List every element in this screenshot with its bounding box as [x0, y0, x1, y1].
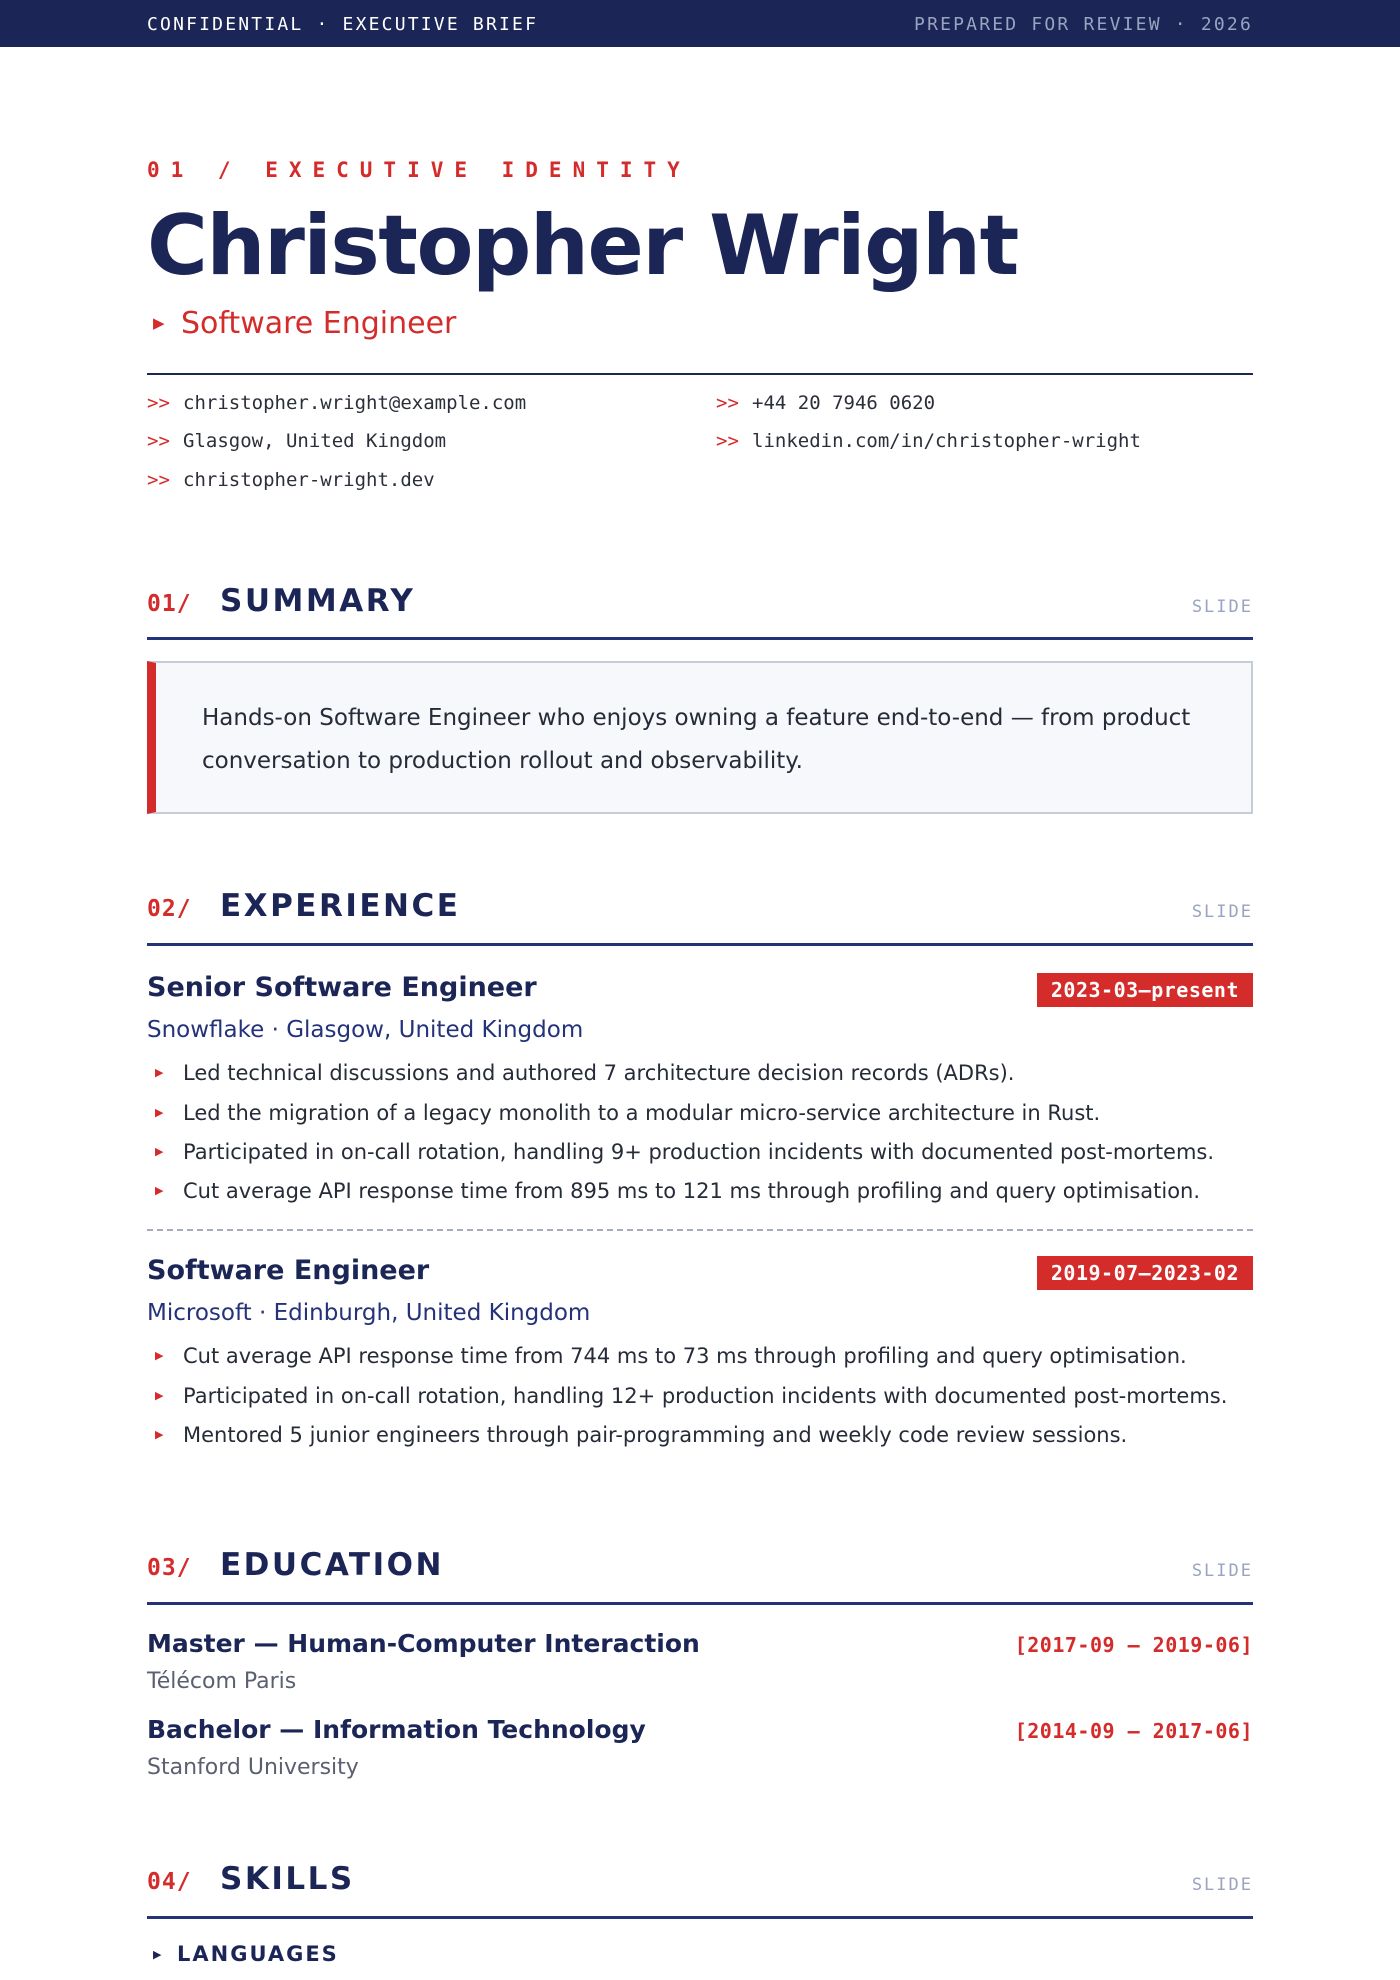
section-rule: [147, 637, 1253, 640]
degree-title: Bachelor — Information Technology: [147, 1715, 646, 1744]
job-bullet: ▶ Cut average API response time from 895 ms to 121 ms through profiling and query optimisation.: [155, 1179, 1201, 1203]
triangle-icon: ▶: [153, 314, 165, 332]
degree-dates: [2014-09 – 2017-06]: [1014, 1719, 1253, 1743]
section-title: SUMMARY: [220, 583, 416, 619]
section-header-education: [147, 1547, 1253, 1607]
section-tag: SLIDE: [1191, 1875, 1253, 1895]
banner-left-text: CONFIDENTIAL · EXECUTIVE BRIEF: [147, 14, 539, 35]
top-banner: [0, 0, 1400, 47]
section-rule: [147, 1602, 1253, 1605]
arrow-icon: >>: [147, 430, 170, 452]
education-entry: [147, 1629, 1253, 1709]
entry-divider: [147, 1229, 1253, 1231]
job-bullet: ▶ Participated in on-call rotation, handling 9+ production incidents with documented post-mortems.: [155, 1140, 1215, 1164]
degree-dates: [2017-09 – 2019-06]: [1014, 1633, 1253, 1657]
phone-text: +44 20 7946 0620: [752, 392, 936, 414]
job-bullet: ▶ Led the migration of a legacy monolith to a modular micro-service architecture in Rust.: [155, 1101, 1101, 1125]
education-entry: [147, 1715, 1253, 1795]
job-title: Software Engineer: [147, 1255, 430, 1286]
identity-divider: [147, 373, 1253, 375]
website-text: christopher-wright.dev: [183, 469, 435, 491]
email-text: christopher.wright@example.com: [183, 392, 527, 414]
skill-category: [147, 1942, 1253, 1976]
school-name: Télécom Paris: [147, 1669, 297, 1694]
degree-title: Master — Human-Computer Interaction: [147, 1629, 700, 1658]
candidate-role: [147, 306, 1253, 341]
arrow-icon: >>: [147, 469, 170, 491]
experience-entry: [147, 1255, 1253, 1455]
section-number: 01/: [147, 591, 192, 617]
section-rule: [147, 943, 1253, 946]
identity-kicker: 01 / EXECUTIVE IDENTITY: [147, 158, 691, 182]
section-tag: SLIDE: [1191, 597, 1253, 617]
section-title: SKILLS: [220, 1861, 355, 1897]
section-number: 03/: [147, 1555, 192, 1581]
section-header-summary: [147, 583, 1253, 643]
bullet-icon: ▶: [155, 1184, 164, 1197]
section-title: EXPERIENCE: [220, 888, 461, 924]
contact-location: [147, 430, 446, 452]
summary-text: Hands-on Software Engineer who enjoys owning a feature end-to-end — from product conversation to production rollout and observability.: [202, 705, 1191, 774]
school-name: Stanford University: [147, 1755, 359, 1780]
banner-right-text: PREPARED FOR REVIEW · 2026: [914, 14, 1253, 35]
arrow-icon: >>: [716, 430, 739, 452]
dashed-line: [147, 1229, 1253, 1231]
arrow-icon: >>: [716, 392, 739, 414]
linkedin-text: linkedin.com/in/christopher-wright: [752, 430, 1141, 452]
job-bullet: ▶ Cut average API response time from 744 ms to 73 ms through profiling and query optimisation.: [155, 1344, 1187, 1368]
bullet-icon: ▶: [155, 1389, 164, 1402]
job-organization: Microsoft · Edinburgh, United Kingdom: [147, 1300, 591, 1326]
arrow-icon: >>: [147, 392, 170, 414]
contact-phone[interactable]: [716, 392, 935, 414]
triangle-icon: ▶: [153, 1948, 164, 1961]
bullet-icon: ▶: [155, 1428, 164, 1441]
bullet-icon: ▶: [155, 1106, 164, 1119]
section-title: EDUCATION: [220, 1547, 444, 1583]
job-date-badge: 2023-03–present: [1037, 973, 1253, 1007]
job-bullet: ▶ Participated in on-call rotation, handling 12+ production incidents with documented post-mortems.: [155, 1384, 1228, 1408]
role-label: Software Engineer: [181, 306, 457, 341]
job-bullet: ▶ Led technical discussions and authored 7 architecture decision records (ADRs).: [155, 1061, 1015, 1085]
job-title: Senior Software Engineer: [147, 972, 537, 1003]
job-organization: Snowflake · Glasgow, United Kingdom: [147, 1017, 584, 1043]
summary-box: [147, 661, 1253, 814]
section-tag: SLIDE: [1191, 902, 1253, 922]
contact-email[interactable]: [147, 392, 526, 414]
section-header-skills: [147, 1861, 1253, 1921]
job-date-badge: 2019-07–2023-02: [1037, 1256, 1253, 1290]
job-bullet: ▶ Mentored 5 junior engineers through pair-programming and weekly code review sessions.: [155, 1423, 1128, 1447]
section-number: 04/: [147, 1869, 192, 1895]
section-rule: [147, 1916, 1253, 1919]
bullet-icon: ▶: [155, 1145, 164, 1158]
section-tag: SLIDE: [1191, 1561, 1253, 1581]
bullet-icon: ▶: [155, 1349, 164, 1362]
experience-entry: [147, 972, 1253, 1212]
contact-website[interactable]: [147, 469, 435, 491]
section-header-experience: [147, 888, 1253, 948]
candidate-name: Christopher Wright: [147, 197, 1018, 294]
contact-linkedin[interactable]: [716, 430, 1141, 452]
location-text: Glasgow, United Kingdom: [183, 430, 447, 452]
skill-category-label: ▶ LANGUAGES: [147, 1942, 339, 1966]
section-number: 02/: [147, 896, 192, 922]
bullet-icon: ▶: [155, 1066, 164, 1079]
